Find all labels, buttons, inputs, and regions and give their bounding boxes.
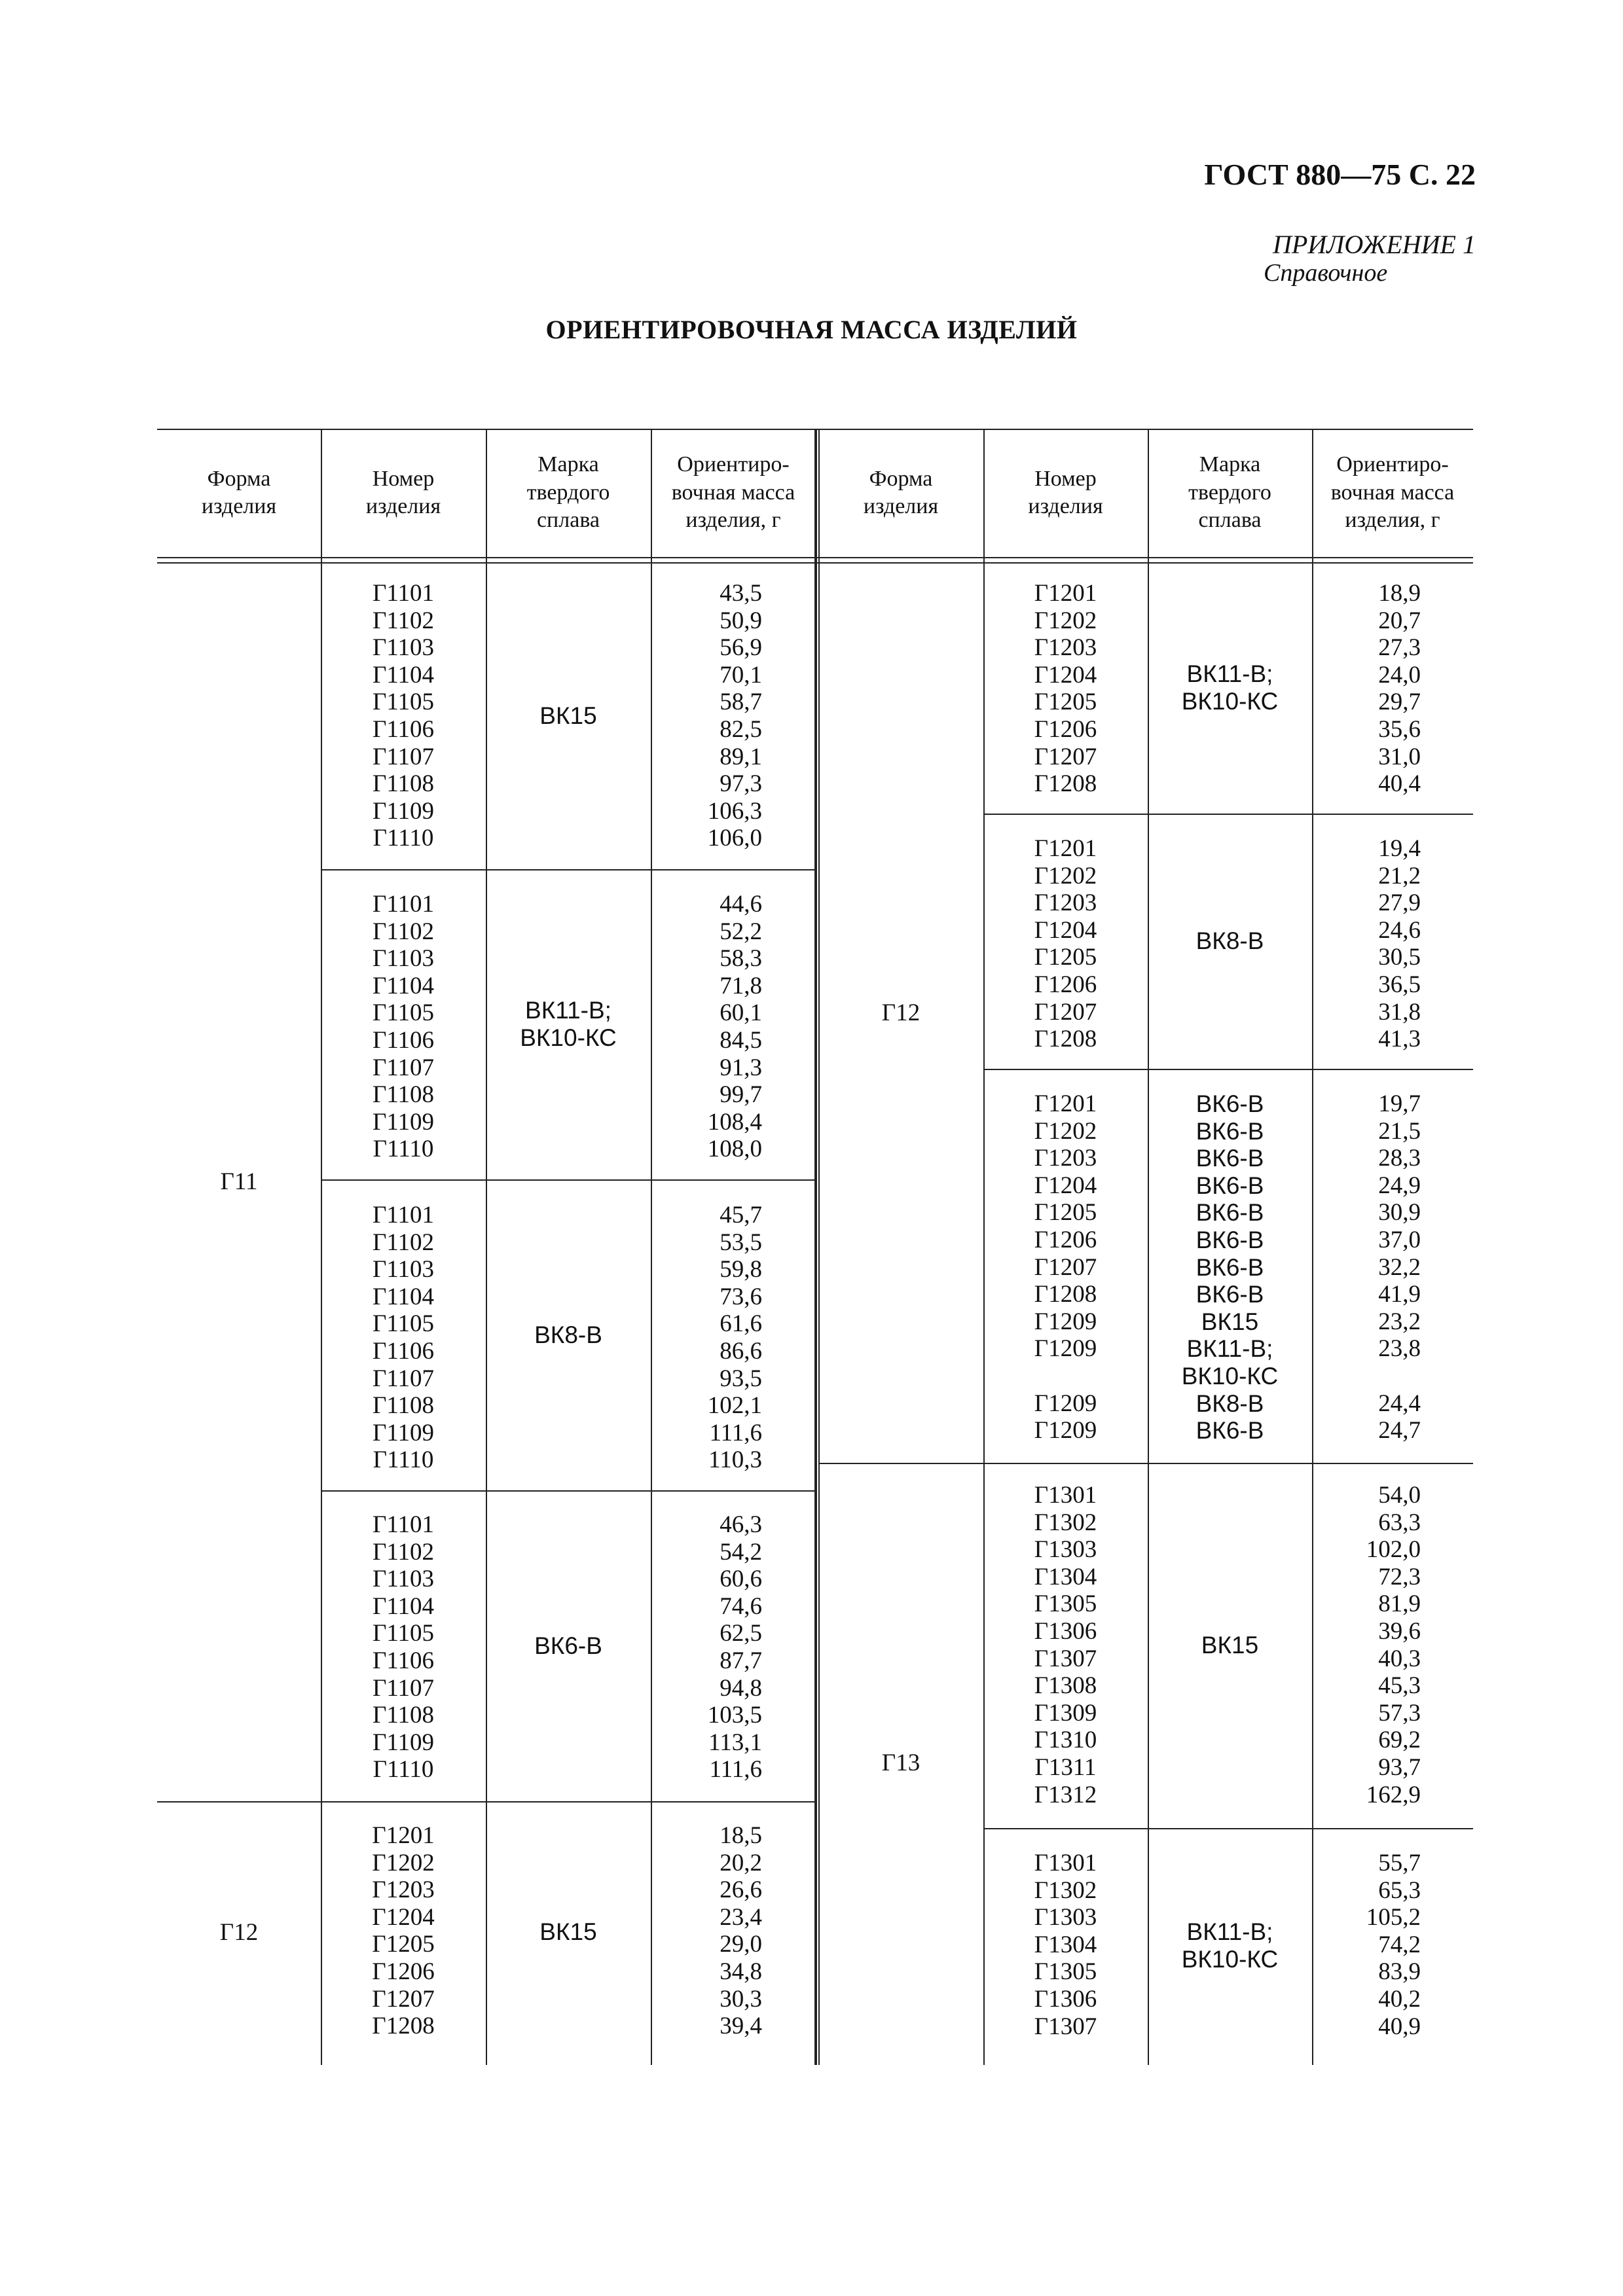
right-block3-masses: 19,7 21,5 28,3 24,9 30,9 37,0 32,2 41,9 23,2 23,8 24,4 24,7 <box>1378 1090 1421 1444</box>
col-header-grade <box>486 429 651 557</box>
form-g11: Г11 <box>220 1168 258 1195</box>
left-block1-masses: 43,5 50,9 56,9 70,1 58,7 82,5 89,1 97,3 106,3 106,0 <box>707 580 762 852</box>
left-block5-masses: 18,5 20,2 26,6 23,4 29,0 34,8 30,3 39,4 <box>720 1822 762 2040</box>
right-block5-numbers: Г1301 Г1302 Г1303 Г1304 Г1305 Г1306 Г1307 <box>1034 1850 1097 2040</box>
col-header-mass <box>651 429 816 557</box>
col-header-number-right <box>983 429 1148 557</box>
left-block4-grade: ВК6-В <box>534 1632 602 1659</box>
right-block2-numbers: Г1201 Г1202 Г1203 Г1204 Г1205 Г1206 Г1207 Г1208 <box>1034 835 1097 1053</box>
appendix-note: Справочное <box>1264 259 1388 287</box>
right-block1-masses: 18,9 20,7 27,3 24,0 29,7 35,6 31,0 40,4 <box>1378 580 1421 798</box>
col-header-mass-right-text: Ориентиро- вочная масса изделия, г <box>1330 452 1455 533</box>
left-block2-masses: 44,6 52,2 58,3 71,8 60,1 84,5 91,3 99,7 108,4 108,0 <box>707 891 762 1163</box>
col-header-mass-text: Ориентиро- вочная масса изделия, г <box>671 452 795 533</box>
col-header-form-right <box>818 429 983 557</box>
left-block3-numbers: Г1101 Г1102 Г1103 Г1104 Г1105 Г1106 Г1107 Г1108 Г1109 Г1110 <box>372 1202 435 1474</box>
right-block3-grades: ВК6-В ВК6-В ВК6-В ВК6-В ВК6-В ВК6-В ВК6-В ВК6-В ВК15 ВК11-В; ВК10-КС ВК8-В ВК6-В <box>1181 1090 1279 1444</box>
left-block2-numbers: Г1101 Г1102 Г1103 Г1104 Г1105 Г1106 Г1107 Г1108 Г1109 Г1110 <box>372 891 435 1163</box>
col-header-grade-right <box>1148 429 1312 557</box>
right-block4-grade: ВК15 <box>1201 1632 1259 1659</box>
right-block4-numbers: Г1301 Г1302 Г1303 Г1304 Г1305 Г1306 Г1307 Г1308 Г1309 Г1310 Г1311 Г1312 <box>1034 1482 1097 1808</box>
col-header-form-text: Форма изделия <box>201 466 277 518</box>
right-block5-grade: ВК11-В; ВК10-КС <box>1181 1918 1279 1973</box>
col-header-number-right-text: Номер изделия <box>1028 466 1103 518</box>
left-block5-grade: ВК15 <box>539 1918 597 1946</box>
page-title: ОРИЕНТИРОВОЧНАЯ МАССА ИЗДЕЛИЙ <box>545 315 1078 344</box>
form-g12-right: Г12 <box>881 999 921 1026</box>
right-block1-grade: ВК11-В; ВК10-КС <box>1181 660 1279 715</box>
col-header-form-right-text: Форма изделия <box>863 466 939 518</box>
col-header-grade-right-text: Марка твердого сплава <box>1188 452 1271 533</box>
right-block1-numbers: Г1201 Г1202 Г1203 Г1204 Г1205 Г1206 Г1207 Г1208 <box>1034 580 1097 798</box>
right-block5-masses: 55,7 65,3 105,2 74,2 83,9 40,2 40,9 <box>1366 1850 1421 2040</box>
right-block3-numbers: Г1201 Г1202 Г1203 Г1204 Г1205 Г1206 Г1207 Г1208 Г1209 Г1209 Г1209 Г1209 <box>1034 1090 1097 1444</box>
left-block1-numbers: Г1101 Г1102 Г1103 Г1104 Г1105 Г1106 Г1107 Г1108 Г1109 Г1110 <box>372 580 435 852</box>
standard-header: ГОСТ 880—75 С. 22 <box>1204 158 1476 191</box>
right-block2-masses: 19,4 21,2 27,9 24,6 30,5 36,5 31,8 41,3 <box>1378 835 1421 1053</box>
left-block4-numbers: Г1101 Г1102 Г1103 Г1104 Г1105 Г1106 Г1107 Г1108 Г1109 Г1110 <box>372 1511 435 1784</box>
col-header-number <box>321 429 486 557</box>
col-header-mass-right <box>1312 429 1473 557</box>
right-block2-grade: ВК8-В <box>1195 927 1264 955</box>
right-block4-masses: 54,0 63,3 102,0 72,3 81,9 39,6 40,3 45,3 57,3 69,2 93,7 162,9 <box>1366 1482 1421 1808</box>
col-header-grade-text: Марка твердого сплава <box>526 452 610 533</box>
left-block3-masses: 45,7 53,5 59,8 73,6 61,6 86,6 93,5 102,1 111,6 110,3 <box>707 1202 762 1474</box>
col-header-number-text: Номер изделия <box>365 466 441 518</box>
left-block2-grade: ВК11-В; ВК10-КС <box>520 997 617 1051</box>
form-g12-left: Г12 <box>219 1918 259 1946</box>
left-block3-grade: ВК8-В <box>534 1321 602 1348</box>
left-block1-grade: ВК15 <box>539 702 597 729</box>
form-g13: Г13 <box>881 1749 921 1776</box>
appendix-label: ПРИЛОЖЕНИЕ 1 <box>1273 230 1476 259</box>
left-block5-numbers: Г1201 Г1202 Г1203 Г1204 Г1205 Г1206 Г1207 Г1208 <box>372 1822 435 2040</box>
col-header-form <box>157 429 321 557</box>
left-block4-masses: 46,3 54,2 60,6 74,6 62,5 87,7 94,8 103,5 113,1 111,6 <box>707 1511 762 1784</box>
